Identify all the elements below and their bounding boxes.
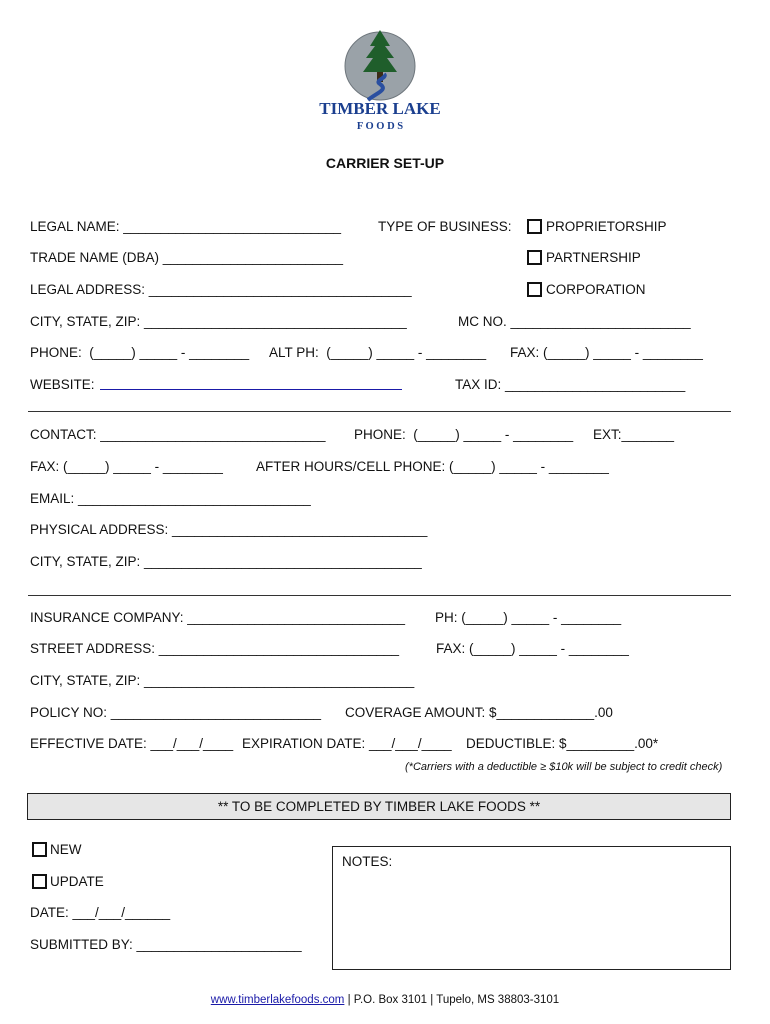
proprietorship-label: PROPRIETORSHIP (546, 219, 667, 234)
company-city-state-zip-field[interactable]: CITY, STATE, ZIP: ___________________________________ (30, 314, 407, 329)
contact-fax-field[interactable]: FAX: (_____) _____ - ________ (30, 459, 223, 474)
coverage-amount-field[interactable]: COVERAGE AMOUNT: $_____________.00 (345, 705, 613, 720)
ext-field[interactable]: EXT:_______ (593, 427, 675, 442)
website-label: WEBSITE: (30, 377, 95, 392)
partnership-checkbox[interactable] (527, 250, 542, 265)
section-divider (28, 411, 731, 412)
email-field[interactable]: EMAIL: _______________________________ (30, 491, 311, 506)
trade-name-field[interactable]: TRADE NAME (DBA) ________________________ (30, 250, 343, 265)
physical-address-field[interactable]: PHYSICAL ADDRESS: __________________________________ (30, 522, 428, 537)
form-title: CARRIER SET-UP (325, 155, 445, 171)
alt-phone-field[interactable]: ALT PH: (_____) _____ - ________ (269, 345, 487, 360)
notes-label: NOTES: (342, 854, 393, 869)
contact-phone-field[interactable]: PHONE: (_____) _____ - ________ (354, 427, 574, 442)
website-field[interactable] (100, 389, 402, 390)
contact-city-state-zip-field[interactable]: CITY, STATE, ZIP: _____________________________________ (30, 554, 422, 569)
partnership-label: PARTNERSHIP (546, 250, 641, 265)
contact-field[interactable]: CONTACT: ______________________________ (30, 427, 326, 442)
deductible-field[interactable]: DEDUCTIBLE: $_________.00* (466, 736, 659, 751)
policy-no-field[interactable]: POLICY NO: ____________________________ (30, 705, 322, 720)
corporation-label: CORPORATION (546, 282, 646, 297)
insurance-company-field[interactable]: INSURANCE COMPANY: _____________________________ (30, 610, 406, 625)
proprietorship-checkbox[interactable] (527, 219, 542, 234)
legal-address-field[interactable]: LEGAL ADDRESS: ___________________________________ (30, 282, 412, 297)
notes-box[interactable] (332, 846, 731, 970)
company-fax-field[interactable]: FAX: (_____) _____ - ________ (510, 345, 703, 360)
after-hours-phone-field[interactable]: AFTER HOURS/CELL PHONE: (_____) _____ - ________ (256, 459, 609, 474)
legal-name-field[interactable]: LEGAL NAME: _____________________________ (30, 219, 342, 234)
corporation-checkbox[interactable] (527, 282, 542, 297)
street-address-field[interactable]: STREET ADDRESS: ________________________________ (30, 641, 400, 656)
insurance-fax-field[interactable]: FAX: (_____) _____ - ________ (436, 641, 629, 656)
date-field[interactable]: DATE: ___/___/______ (30, 905, 171, 920)
section-divider (28, 595, 731, 596)
mc-no-field[interactable]: MC NO. ________________________ (458, 314, 691, 329)
office-use-banner: ** TO BE COMPLETED BY TIMBER LAKE FOODS ** (27, 793, 731, 820)
tax-id-field[interactable]: TAX ID: ________________________ (455, 377, 686, 392)
new-label: NEW (50, 842, 82, 857)
update-label: UPDATE (50, 874, 104, 889)
type-of-business-label: TYPE OF BUSINESS: (378, 219, 512, 234)
svg-text:TIMBER LAKE: TIMBER LAKE (319, 99, 441, 118)
timber-lake-logo (318, 26, 442, 134)
submitted-by-field[interactable]: SUBMITTED BY: ______________________ (30, 937, 302, 952)
svg-text:F O O D S: F O O D S (356, 121, 404, 132)
insurance-city-state-zip-field[interactable]: CITY, STATE, ZIP: ____________________________________ (30, 673, 415, 688)
company-phone-field[interactable]: PHONE: (_____) _____ - ________ (30, 345, 250, 360)
footer-address: | P.O. Box 3101 | Tupelo, MS 38803-3101 (344, 994, 560, 1006)
update-checkbox[interactable] (32, 874, 47, 889)
expiration-date-field[interactable]: EXPIRATION DATE: ___/___/____ (242, 736, 452, 751)
deductible-note: (*Carriers with a deductible ≥ $10k will be subject to credit check) (405, 761, 723, 773)
insurance-phone-field[interactable]: PH: (_____) _____ - ________ (435, 610, 622, 625)
effective-date-field[interactable]: EFFECTIVE DATE: ___/___/____ (30, 736, 234, 751)
website-link[interactable]: www.timberlakefoods.com (210, 994, 345, 1006)
new-checkbox[interactable] (32, 842, 47, 857)
footer (0, 994, 770, 1006)
